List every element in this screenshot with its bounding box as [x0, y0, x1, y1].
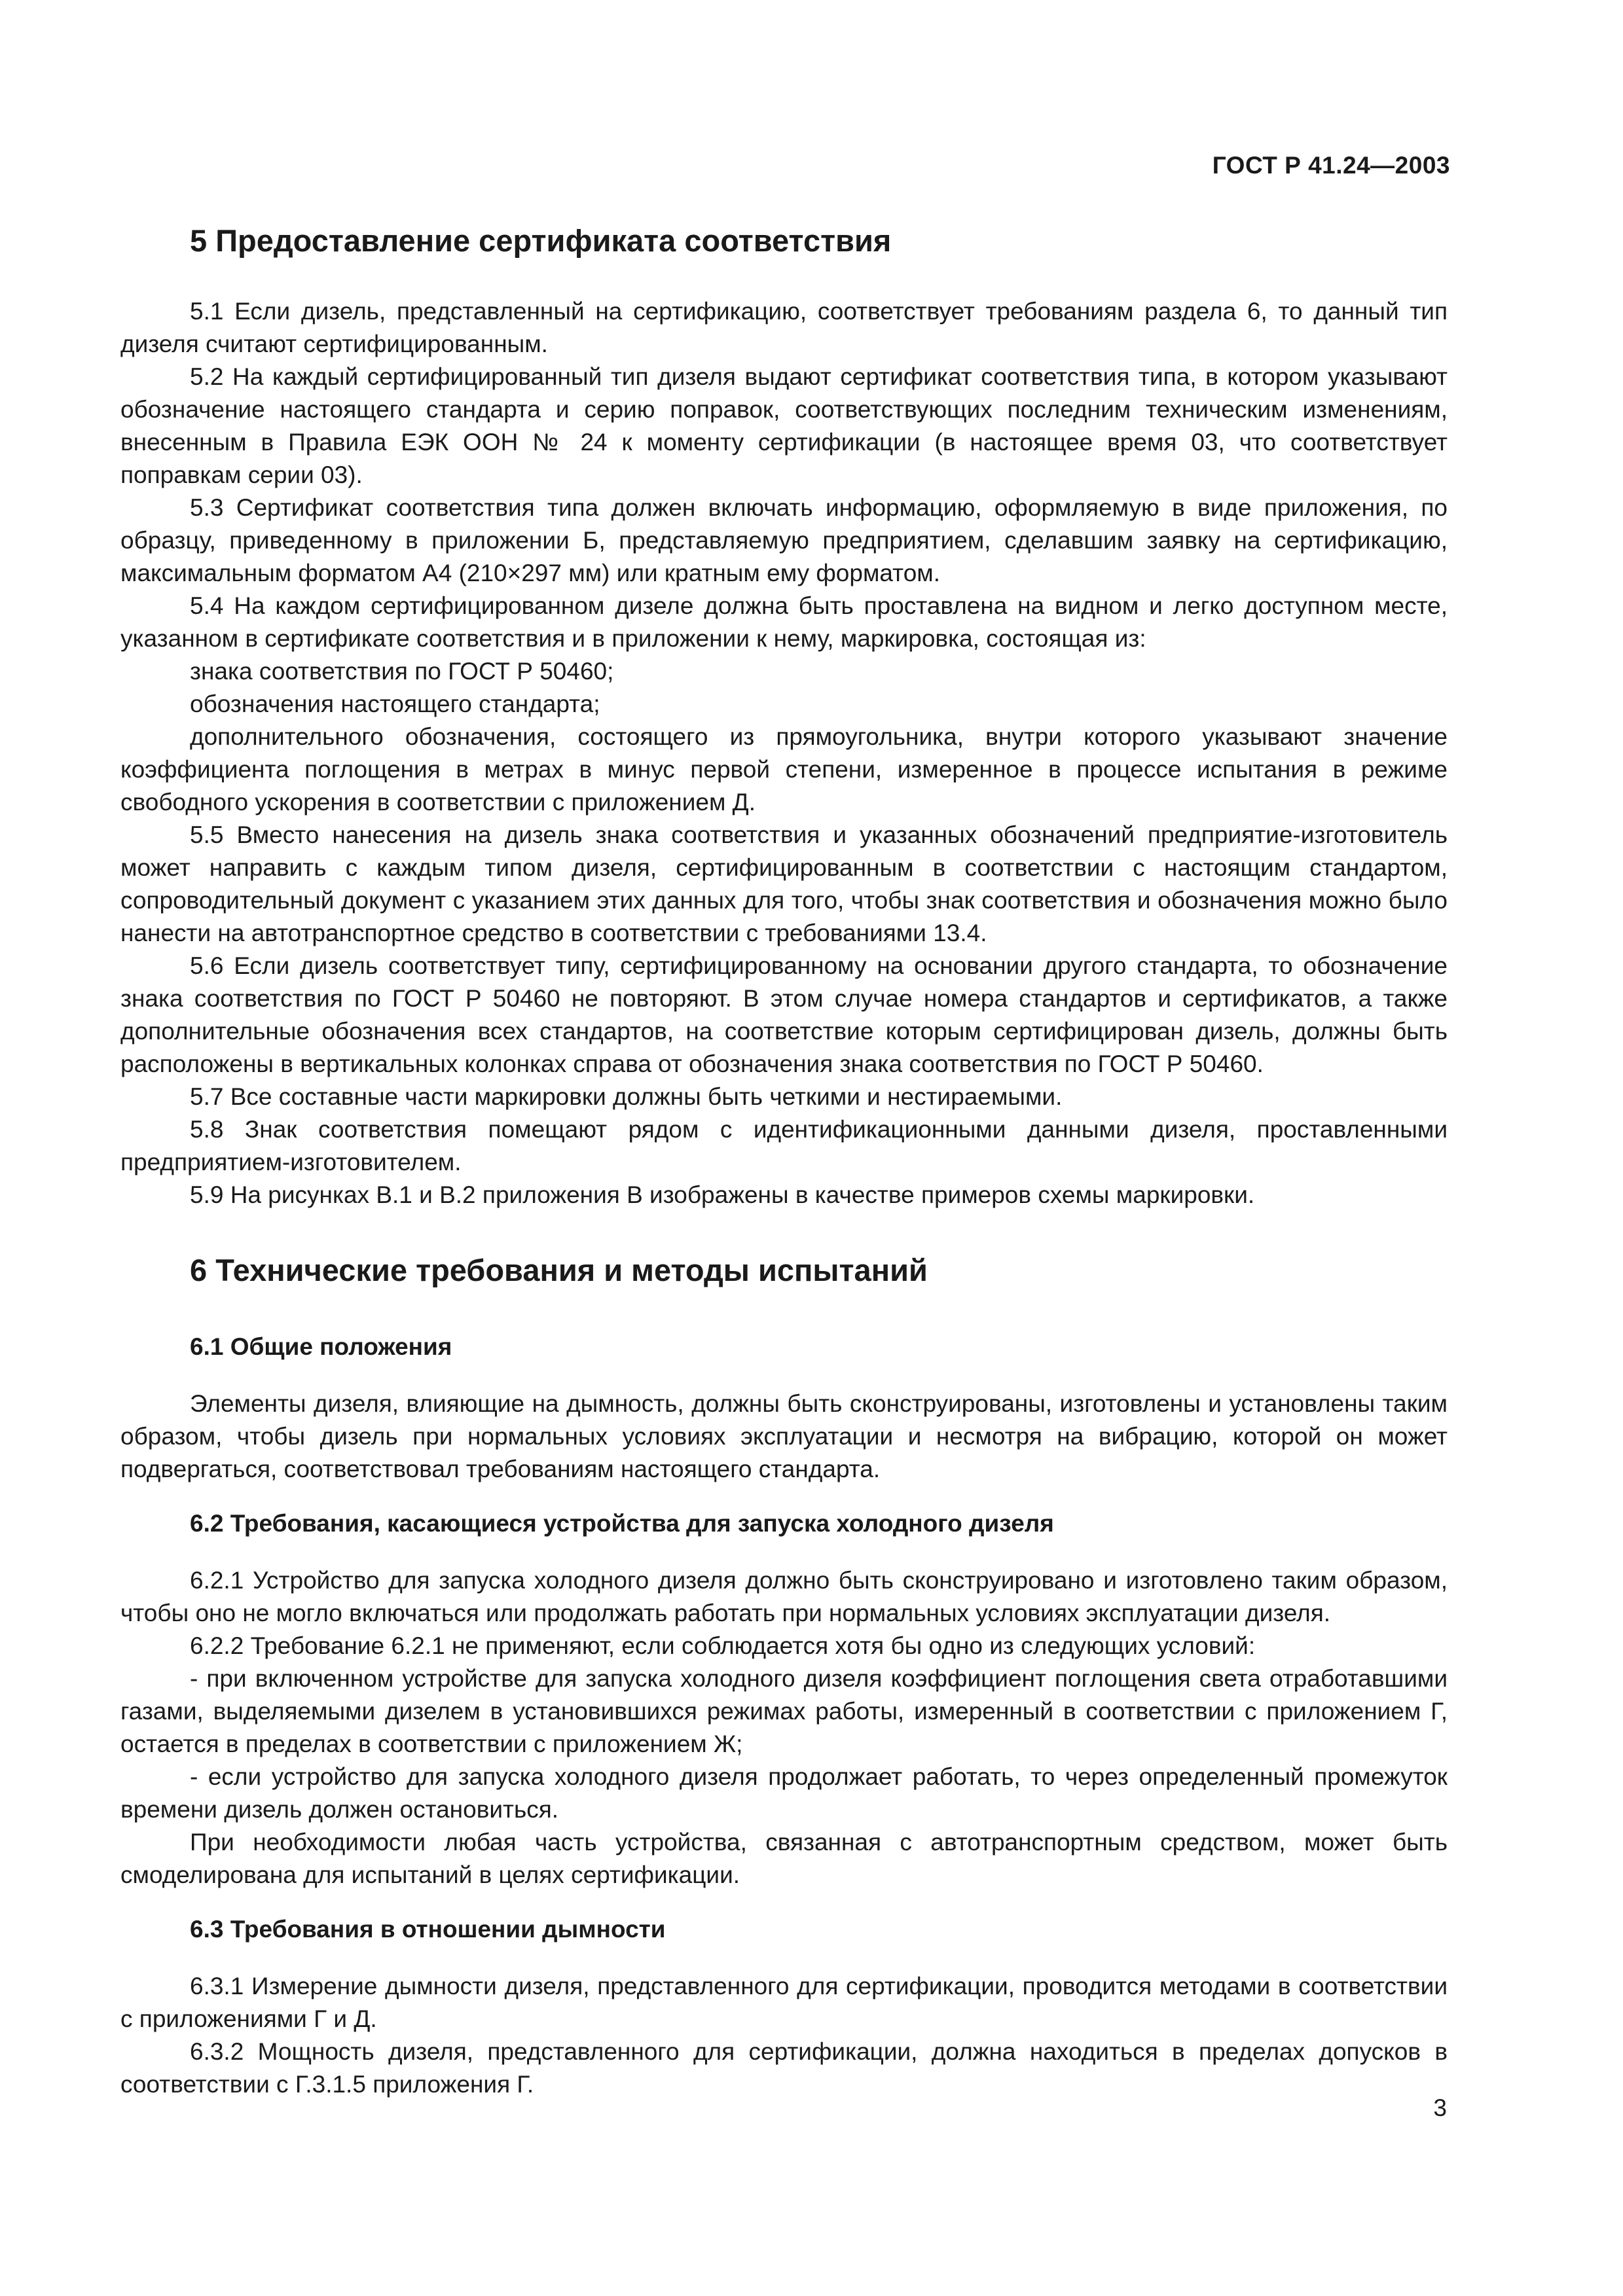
paragraph: 5.7 Все составные части маркировки должны быть четкими и нестираемыми.	[190, 1083, 1063, 1111]
list-item: - при включенном устройстве для запуска холодного дизеля коэффициент поглощения света отработавшими газами, выделяемыми дизелем в установившихся режимах работы, измеренный в соответствии с приложением Г, остается в пределах в соответствии с приложением Ж;	[120, 1664, 1448, 1757]
list-item: обозначения настоящего стандарта;	[190, 691, 600, 718]
paragraph: 5.5 Вместо нанесения на дизель знака соответствия и указанных обозначений предприятие-изготовитель может направить с каждым типом дизеля, сертифицированным в соответствии с настоящим стандартом, сопроводительный документ с указанием этих данных для того, чтобы знак соответствия и обозначения можно было нанести на автотранспортное средство в соответствии с требованиями 13.4.	[120, 821, 1448, 947]
document-code: ГОСТ Р 41.24—2003	[1212, 152, 1450, 179]
page-number: 3	[1433, 2094, 1447, 2121]
paragraph: 6.2.2 Требование 6.2.1 не применяют, если соблюдается хотя бы одно из следующих условий:	[190, 1632, 1256, 1659]
paragraph: 5.1 Если дизель, представленный на сертификацию, соответствует требованиям раздела 6, то данный тип дизеля считают сертифицированным.	[120, 298, 1448, 358]
section-6-heading: 6 Технические требования и методы испытаний	[190, 1253, 928, 1288]
list-item: дополнительного обозначения, состоящего из прямоугольника, внутри которого указывают значение коэффициента поглощения в метрах в минус первой степени, измеренное в процессе испытания в режиме свободного ускорения в соответствии с приложением Д.	[120, 723, 1448, 816]
section-5-body	[120, 295, 1448, 1211]
paragraph: 5.4 На каждом сертифицированном дизеле должна быть проставлена на видном и легко доступном месте, указанном в сертификате соответствия и в приложении к нему, маркировка, состоящая из:	[120, 592, 1448, 653]
subsection-6-1-body	[120, 1388, 1448, 1486]
subsection-6-3-body	[120, 1970, 1448, 2101]
paragraph: 5.3 Сертификат соответствия типа должен включать информацию, оформляемую в виде приложения, по образцу, приведенному в приложении Б, представляемую предприятием, сделавшим заявку на сертификацию, максимальным форматом А4 (210×297 мм) или кратным ему форматом.	[120, 494, 1448, 587]
paragraph: 5.9 На рисунках В.1 и В.2 приложения В изображены в качестве примеров схемы маркировки.	[190, 1181, 1255, 1209]
paragraph: 6.2.1 Устройство для запуска холодного дизеля должно быть сконструировано и изготовлено таким образом, чтобы оно не могло включаться или продолжать работать при нормальных условиях эксплуатации дизеля.	[120, 1566, 1448, 1626]
paragraph: При необходимости любая часть устройства, связанная с автотранспортным средством, может быть смоделирована для испытаний в целях сертификации.	[120, 1828, 1448, 1888]
page-content	[120, 223, 1448, 2101]
subsection-6-1-heading: 6.1 Общие положения	[190, 1333, 452, 1360]
section-5-heading: 5 Предоставление сертификата соответствия	[190, 223, 892, 258]
subsection-6-3-heading: 6.3 Требования в отношении дымности	[190, 1915, 666, 1943]
paragraph: 5.6 Если дизель соответствует типу, сертифицированному на основании другого стандарта, то обозначение знака соответствия по ГОСТ Р 50460 не повторяют. В этом случае номера стандартов и сертификатов, а также дополнительные обозначения всех стандартов, на соответствие которым сертифицирован дизель, должны быть расположены в вертикальных колонках справа от обозначения знака соответствия по ГОСТ Р 50460.	[120, 952, 1448, 1078]
paragraph: 6.3.2 Мощность дизеля, представленного для сертификации, должна находиться в пределах допусков в соответствии с Г.3.1.5 приложения Г.	[120, 2038, 1448, 2098]
paragraph: 5.2 На каждый сертифицированный тип дизеля выдают сертификат соответствия типа, в котором указывают обозначение настоящего стандарта и серию поправок, соответствующих последним техническим изменениям, внесенным в Правила ЕЭК ООН № 24 к моменту сертификации (в настоящее время 03, что соответствует поправкам серии 03).	[120, 363, 1448, 489]
paragraph: Элементы дизеля, влияющие на дымность, должны быть сконструированы, изготовлены и установлены таким образом, чтобы дизель при нормальных условиях эксплуатации и несмотря на вибрацию, которой он может подвергаться, соответствовал требованиям настоящего стандарта.	[120, 1390, 1448, 1482]
list-item: знака соответствия по ГОСТ Р 50460;	[190, 658, 614, 685]
subsection-6-2-body	[120, 1564, 1448, 1892]
paragraph: 6.3.1 Измерение дымности дизеля, представленного для сертификации, проводится методами в соответствии с приложениями Г и Д.	[120, 1973, 1448, 2033]
paragraph: 5.8 Знак соответствия помещают рядом с идентификационными данными дизеля, проставленными предприятием-изготовителем.	[120, 1116, 1448, 1176]
list-item: - если устройство для запуска холодного дизеля продолжает работать, то через определенный промежуток времени дизель должен остановиться.	[120, 1763, 1448, 1823]
subsection-6-2-heading: 6.2 Требования, касающиеся устройства для запуска холодного дизеля	[190, 1509, 1054, 1537]
